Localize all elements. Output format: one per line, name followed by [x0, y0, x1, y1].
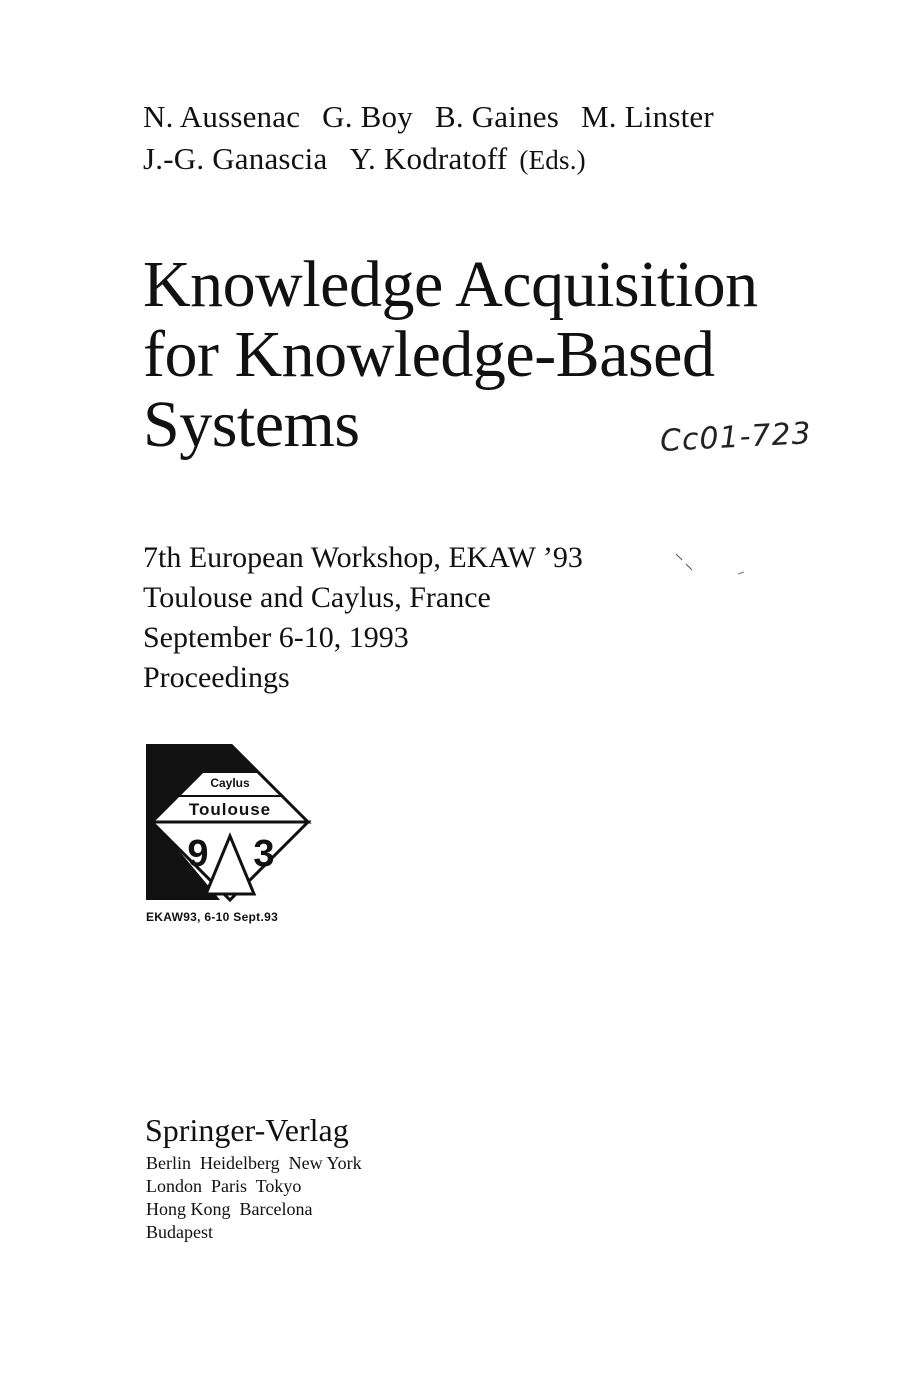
logo-toulouse-label: Toulouse: [188, 800, 272, 819]
city-line: Berlin Heidelberg New York: [146, 1153, 362, 1173]
logo-caylus-label: Caylus: [210, 776, 250, 790]
ekaw93-logo: [146, 744, 312, 904]
editor-name: B. Gaines: [434, 99, 559, 134]
publisher-name: Springer-Verlag: [145, 1112, 349, 1148]
scan-specks: [672, 548, 762, 578]
editors-block: [143, 96, 714, 181]
logo-caption: EKAW93, 6-10 Sept.93: [146, 910, 279, 924]
editor-name: N. Aussenac: [143, 99, 301, 134]
title-line-3: Systems: [143, 388, 360, 461]
editor-name: G. Boy: [322, 99, 413, 134]
handwritten-shelfmark: Cc01-723: [659, 416, 813, 459]
editors-label: (Eds.): [519, 145, 586, 175]
title-line-1: Knowledge Acquisition: [143, 248, 758, 321]
logo-digit-left: 9: [187, 833, 209, 875]
conference-info: [143, 538, 583, 698]
conference-name: 7th European Workshop, EKAW ’93: [143, 541, 583, 574]
editor-name: Y. Kodratoff: [349, 141, 508, 176]
editor-name: J.-G. Ganascia: [143, 141, 328, 176]
city-line: London Paris Tokyo: [146, 1176, 302, 1196]
title-line-2: for Knowledge-Based: [143, 318, 715, 391]
conference-location: Toulouse and Caylus, France: [143, 581, 491, 614]
city-line: Hong Kong Barcelona: [146, 1199, 313, 1219]
proceedings-label: Proceedings: [143, 661, 290, 694]
city-line: Budapest: [146, 1222, 213, 1242]
editors-line-2: [143, 138, 714, 181]
logo-digit-right: 3: [253, 833, 275, 875]
editor-name: M. Linster: [581, 99, 714, 134]
conference-dates: September 6-10, 1993: [143, 621, 409, 654]
editors-line-1: [143, 96, 714, 138]
publisher-cities: [146, 1152, 362, 1244]
